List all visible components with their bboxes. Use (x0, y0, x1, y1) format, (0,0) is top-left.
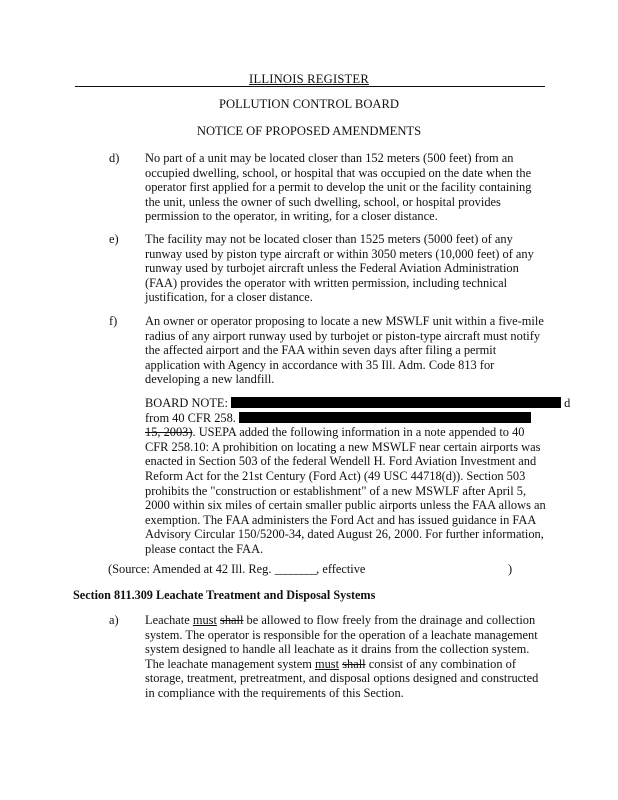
board-note (145, 396, 571, 557)
item-text (145, 232, 547, 305)
text-run: consist of any combination of storage, treatment, pretreatment, and disposal options designed and constructed in compliance with the requirements of this Section. (145, 656, 539, 700)
notice-title: NOTICE OF PROPOSED AMENDMENTS (196, 124, 422, 138)
item-label: d) (109, 151, 120, 165)
board-note-line1 (145, 396, 571, 411)
inserted-text: must (314, 656, 340, 671)
struck-text: 15, 2003) (145, 425, 193, 440)
board-title: POLLUTION CONTROL BOARD (218, 97, 400, 111)
board-note-body (145, 425, 547, 556)
redaction-bar (239, 412, 531, 423)
header-rule (75, 86, 545, 87)
text-run: Leachate (145, 613, 193, 627)
source-effective: , effective (316, 562, 366, 576)
struck-text: shall (342, 656, 366, 671)
section-a-text (145, 613, 547, 701)
source-text: (Source: Amended at 42 Ill. Reg. (108, 562, 275, 576)
board-note-end-char: d (564, 396, 571, 410)
source-blank: ________ (274, 562, 317, 576)
item-label: a) (109, 613, 119, 627)
section-heading: Section 811.309 Leachate Treatment and Disposal Systems (73, 588, 376, 602)
item-paragraph: An owner or operator proposing to locate a new MSWLF unit within a five-mile radius of any airport runway used by turbojet or piston-type aircraft must notify the affected airport and the FAA within seven days after filing a permit application with Agency in accordance with 35 Ill. Adm. Code 813 for developing a new landfill. (145, 314, 544, 387)
board-note-lead: BOARD NOTE: (145, 396, 228, 410)
item-label: e) (109, 232, 119, 246)
register-title: ILLINOIS REGISTER (249, 72, 369, 86)
struck-text: shall (220, 613, 244, 627)
source-line (108, 562, 528, 577)
text-run: be allowed to flow freely from the drainage and collection system. The operator is responsible for the operation of a leachate management system designed to handle all leachate as it drains from the collection system. The leachate management system (145, 613, 538, 671)
inserted-text: must (192, 613, 217, 627)
board-note-line2 (145, 411, 547, 426)
item-paragraph: The facility may not be located closer than 1525 meters (5000 feet) of any runway used by piston type aircraft or within 3050 meters (10,000 feet) of any runway used by turbojet aircraft unless the Federal Aviation Administration (FAA) provides the operator with written permission, including technical justification, for a closer distance. (145, 232, 534, 305)
source-close: ) (508, 562, 513, 576)
board-note-rest: . USEPA added the following information in a note appended to 40 CFR 258.10: A prohibition on locating a new MSWLF near certain airports was enacted in Section 503 of the federal Wendell H. Ford Aviation Investment and Reform Act for the 21st Century (Ford Act) (49 USC 44718(d)). Section 503 prohibits the "construction or establishment" of a new MSWLF after April 5, 2000 within six miles of certain smaller public airports unless the FAA allows an exemption. The FAA administers the Ford Act and has issued guidance in FAA Advisory Circular 150/5200-34, dated August 26, 2000. For further information, please contact the FAA. (145, 425, 546, 556)
item-paragraph: No part of a unit may be located closer than 152 meters (500 feet) from an occupied dwelling, school, or hospital that was occupied on the date when the operator first applied for a permit to develop the unit or the facility containing the unit, unless the owner of such dwelling, school, or hospital provides permission to the operator, in writing, for a closer distance. (145, 151, 532, 224)
item-label: f) (109, 314, 118, 328)
item-text (145, 314, 547, 387)
redaction-bar (231, 397, 561, 408)
item-text (145, 151, 547, 224)
board-note-cfr: from 40 CFR 258. (145, 410, 236, 425)
